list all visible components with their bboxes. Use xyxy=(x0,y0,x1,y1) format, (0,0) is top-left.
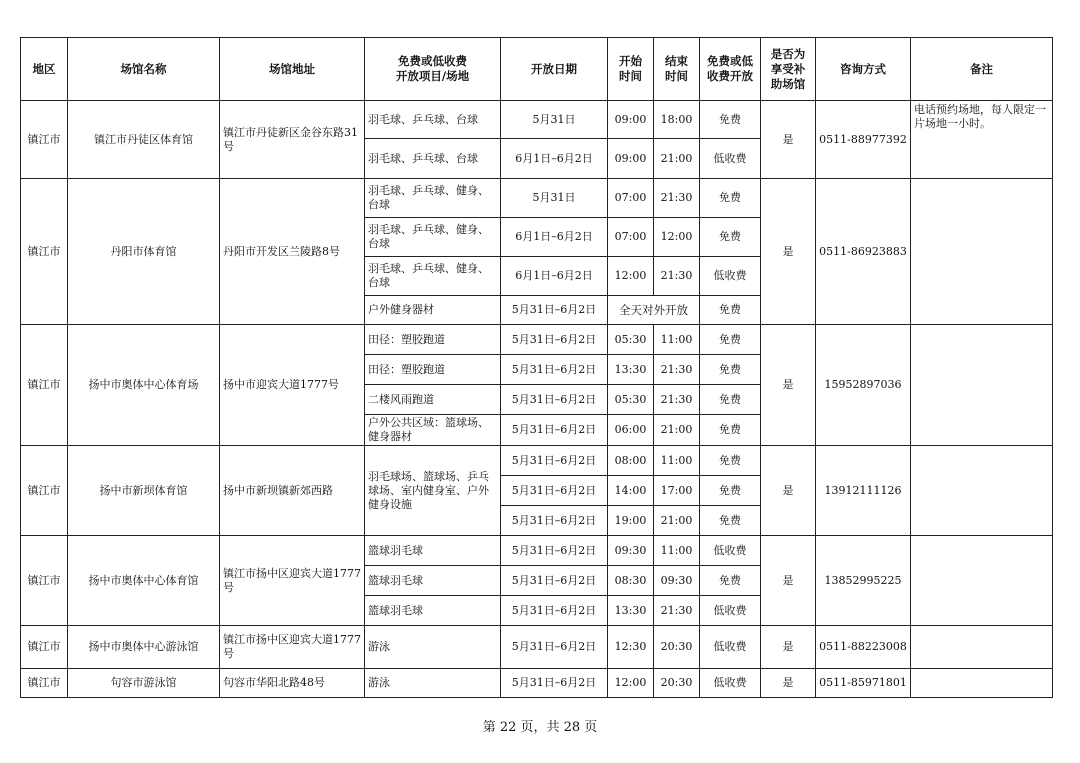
venue-name-cell: 镇江市丹徒区体育馆 xyxy=(68,101,220,179)
subsidized-cell: 是 xyxy=(761,179,816,325)
contact-cell: 0511-86923883 xyxy=(816,179,911,325)
open-date-cell: 5月31日–6月2日 xyxy=(501,296,608,325)
open-items-cell: 游泳 xyxy=(365,626,501,669)
subsidized-cell: 是 xyxy=(761,446,816,536)
remarks-cell xyxy=(911,325,1053,446)
start-time-cell: 08:00 xyxy=(608,446,654,476)
open-date-cell: 6月1日–6月2日 xyxy=(501,139,608,179)
start-time-cell: 12:00 xyxy=(608,257,654,296)
fee-type-cell: 低收费 xyxy=(700,626,761,669)
region-cell: 镇江市 xyxy=(21,325,68,446)
open-date-cell: 5月31日–6月2日 xyxy=(501,566,608,596)
open-date-cell: 5月31日–6月2日 xyxy=(501,325,608,355)
fee-type-cell: 免费 xyxy=(700,355,761,385)
end-time-cell: 18:00 xyxy=(654,101,700,139)
remarks-cell xyxy=(911,179,1053,325)
venue-name-cell: 句容市游泳馆 xyxy=(68,669,220,698)
fee-type-cell: 免费 xyxy=(700,179,761,218)
fee-type-cell: 免费 xyxy=(700,415,761,446)
open-items-cell: 羽毛球、乒乓球、台球 xyxy=(365,101,501,139)
end-time-cell: 21:30 xyxy=(654,596,700,626)
end-time-cell: 21:30 xyxy=(654,257,700,296)
venue-schedule-table xyxy=(20,37,1053,698)
open-date-cell: 5月31日–6月2日 xyxy=(501,385,608,415)
start-time-cell: 12:30 xyxy=(608,626,654,669)
open-date-cell: 5月31日 xyxy=(501,101,608,139)
table-row xyxy=(21,669,1053,698)
end-time-cell: 09:30 xyxy=(654,566,700,596)
open-date-cell: 5月31日–6月2日 xyxy=(501,415,608,446)
start-time-cell: 05:30 xyxy=(608,325,654,355)
open-date-cell: 5月31日–6月2日 xyxy=(501,626,608,669)
fee-type-cell: 低收费 xyxy=(700,139,761,179)
open-items-cell: 户外公共区域：篮球场、健身器材 xyxy=(365,415,501,446)
open-items-cell: 篮球羽毛球 xyxy=(365,596,501,626)
hours-cell: 全天对外开放 xyxy=(608,296,700,325)
contact-cell: 13852995225 xyxy=(816,536,911,626)
region-cell: 镇江市 xyxy=(21,626,68,669)
subsidized-cell: 是 xyxy=(761,101,816,179)
open-date-cell: 5月31日 xyxy=(501,179,608,218)
header-open-date: 开放日期 xyxy=(501,38,608,101)
table-row xyxy=(21,626,1053,669)
start-time-cell: 13:30 xyxy=(608,355,654,385)
start-time-cell: 06:00 xyxy=(608,415,654,446)
open-items-cell: 羽毛球、乒乓球、健身、台球 xyxy=(365,218,501,257)
region-cell: 镇江市 xyxy=(21,536,68,626)
open-items-cell: 二楼风雨跑道 xyxy=(365,385,501,415)
venue-name-cell: 扬中市奥体中心体育场 xyxy=(68,325,220,446)
venue-address-cell: 丹阳市开发区兰陵路8号 xyxy=(220,179,365,325)
end-time-cell: 11:00 xyxy=(654,325,700,355)
start-time-cell: 07:00 xyxy=(608,179,654,218)
header-region: 地区 xyxy=(21,38,68,101)
fee-type-cell: 免费 xyxy=(700,506,761,536)
page-footer: 第 22 页，共 28 页 xyxy=(482,720,598,735)
fee-type-cell: 免费 xyxy=(700,446,761,476)
open-items-cell: 游泳 xyxy=(365,669,501,698)
venue-address-cell: 句容市华阳北路48号 xyxy=(220,669,365,698)
open-date-cell: 6月1日–6月2日 xyxy=(501,257,608,296)
end-time-cell: 21:30 xyxy=(654,385,700,415)
header-start-time: 开始 时间 xyxy=(608,38,654,101)
remarks-cell xyxy=(911,536,1053,626)
start-time-cell: 09:00 xyxy=(608,101,654,139)
contact-cell: 0511-88977392 xyxy=(816,101,911,179)
header-contact: 咨询方式 xyxy=(816,38,911,101)
start-time-cell: 05:30 xyxy=(608,385,654,415)
start-time-cell: 08:30 xyxy=(608,566,654,596)
table-row xyxy=(21,536,1053,566)
region-cell: 镇江市 xyxy=(21,179,68,325)
open-items-cell: 羽毛球、乒乓球、健身、台球 xyxy=(365,179,501,218)
start-time-cell: 13:30 xyxy=(608,596,654,626)
table-row xyxy=(21,325,1053,355)
venue-address-cell: 镇江市扬中区迎宾大道1777号 xyxy=(220,536,365,626)
header-subsidized: 是否为 享受补 助场馆 xyxy=(761,38,816,101)
header-venue-name: 场馆名称 xyxy=(68,38,220,101)
region-cell: 镇江市 xyxy=(21,669,68,698)
fee-type-cell: 免费 xyxy=(700,476,761,506)
fee-type-cell: 低收费 xyxy=(700,536,761,566)
table-row xyxy=(21,446,1053,476)
fee-type-cell: 免费 xyxy=(700,101,761,139)
fee-type-cell: 免费 xyxy=(700,218,761,257)
contact-cell: 0511-85971801 xyxy=(816,669,911,698)
open-date-cell: 5月31日–6月2日 xyxy=(501,506,608,536)
start-time-cell: 19:00 xyxy=(608,506,654,536)
subsidized-cell: 是 xyxy=(761,669,816,698)
subsidized-cell: 是 xyxy=(761,626,816,669)
open-date-cell: 5月31日–6月2日 xyxy=(501,476,608,506)
contact-cell: 15952897036 xyxy=(816,325,911,446)
remarks-cell xyxy=(911,446,1053,536)
start-time-cell: 09:00 xyxy=(608,139,654,179)
end-time-cell: 20:30 xyxy=(654,626,700,669)
end-time-cell: 17:00 xyxy=(654,476,700,506)
open-date-cell: 5月31日–6月2日 xyxy=(501,446,608,476)
remarks-cell xyxy=(911,669,1053,698)
subsidized-cell: 是 xyxy=(761,536,816,626)
region-cell: 镇江市 xyxy=(21,101,68,179)
open-items-cell: 篮球羽毛球 xyxy=(365,566,501,596)
end-time-cell: 21:30 xyxy=(654,355,700,385)
end-time-cell: 20:30 xyxy=(654,669,700,698)
open-date-cell: 5月31日–6月2日 xyxy=(501,669,608,698)
header-fee-type: 免费或低 收费开放 xyxy=(700,38,761,101)
contact-cell: 0511-88223008 xyxy=(816,626,911,669)
venue-name-cell: 扬中市奥体中心游泳馆 xyxy=(68,626,220,669)
venue-address-cell: 镇江市丹徒新区金谷东路31号 xyxy=(220,101,365,179)
open-items-cell: 羽毛球、乒乓球、台球 xyxy=(365,139,501,179)
end-time-cell: 12:00 xyxy=(654,218,700,257)
fee-type-cell: 免费 xyxy=(700,566,761,596)
table-row xyxy=(21,101,1053,139)
fee-type-cell: 免费 xyxy=(700,385,761,415)
start-time-cell: 12:00 xyxy=(608,669,654,698)
open-items-cell: 户外健身器材 xyxy=(365,296,501,325)
table-body xyxy=(21,101,1053,698)
end-time-cell: 21:30 xyxy=(654,179,700,218)
contact-cell: 13912111126 xyxy=(816,446,911,536)
open-items-cell: 羽毛球场、篮球场、乒乓球场、室内健身室、户外健身设施 xyxy=(365,446,501,536)
end-time-cell: 11:00 xyxy=(654,536,700,566)
header-remarks: 备注 xyxy=(911,38,1053,101)
venue-name-cell: 扬中市新坝体育馆 xyxy=(68,446,220,536)
fee-type-cell: 低收费 xyxy=(700,596,761,626)
open-items-cell: 羽毛球、乒乓球、健身、台球 xyxy=(365,257,501,296)
open-items-cell: 田径：塑胶跑道 xyxy=(365,355,501,385)
table-row xyxy=(21,179,1053,218)
region-cell: 镇江市 xyxy=(21,446,68,536)
header-venue-address: 场馆地址 xyxy=(220,38,365,101)
end-time-cell: 11:00 xyxy=(654,446,700,476)
remarks-cell: 电话预约场地，每人限定一片场地一小时。 xyxy=(911,101,1053,179)
open-date-cell: 5月31日–6月2日 xyxy=(501,596,608,626)
start-time-cell: 07:00 xyxy=(608,218,654,257)
open-items-cell: 篮球羽毛球 xyxy=(365,536,501,566)
remarks-cell xyxy=(911,626,1053,669)
end-time-cell: 21:00 xyxy=(654,506,700,536)
start-time-cell: 09:30 xyxy=(608,536,654,566)
fee-type-cell: 免费 xyxy=(700,325,761,355)
open-items-cell: 田径：塑胶跑道 xyxy=(365,325,501,355)
venue-address-cell: 镇江市扬中区迎宾大道1777号 xyxy=(220,626,365,669)
venue-name-cell: 丹阳市体育馆 xyxy=(68,179,220,325)
header-open-items: 免费或低收费 开放项目/场地 xyxy=(365,38,501,101)
venue-name-cell: 扬中市奥体中心体育馆 xyxy=(68,536,220,626)
venue-address-cell: 扬中市迎宾大道1777号 xyxy=(220,325,365,446)
fee-type-cell: 免费 xyxy=(700,296,761,325)
header-row xyxy=(21,38,1053,101)
venue-address-cell: 扬中市新坝镇新郊西路 xyxy=(220,446,365,536)
subsidized-cell: 是 xyxy=(761,325,816,446)
open-date-cell: 6月1日–6月2日 xyxy=(501,218,608,257)
fee-type-cell: 低收费 xyxy=(700,257,761,296)
open-date-cell: 5月31日–6月2日 xyxy=(501,355,608,385)
end-time-cell: 21:00 xyxy=(654,139,700,179)
open-date-cell: 5月31日–6月2日 xyxy=(501,536,608,566)
start-time-cell: 14:00 xyxy=(608,476,654,506)
end-time-cell: 21:00 xyxy=(654,415,700,446)
header-end-time: 结束 时间 xyxy=(654,38,700,101)
fee-type-cell: 低收费 xyxy=(700,669,761,698)
